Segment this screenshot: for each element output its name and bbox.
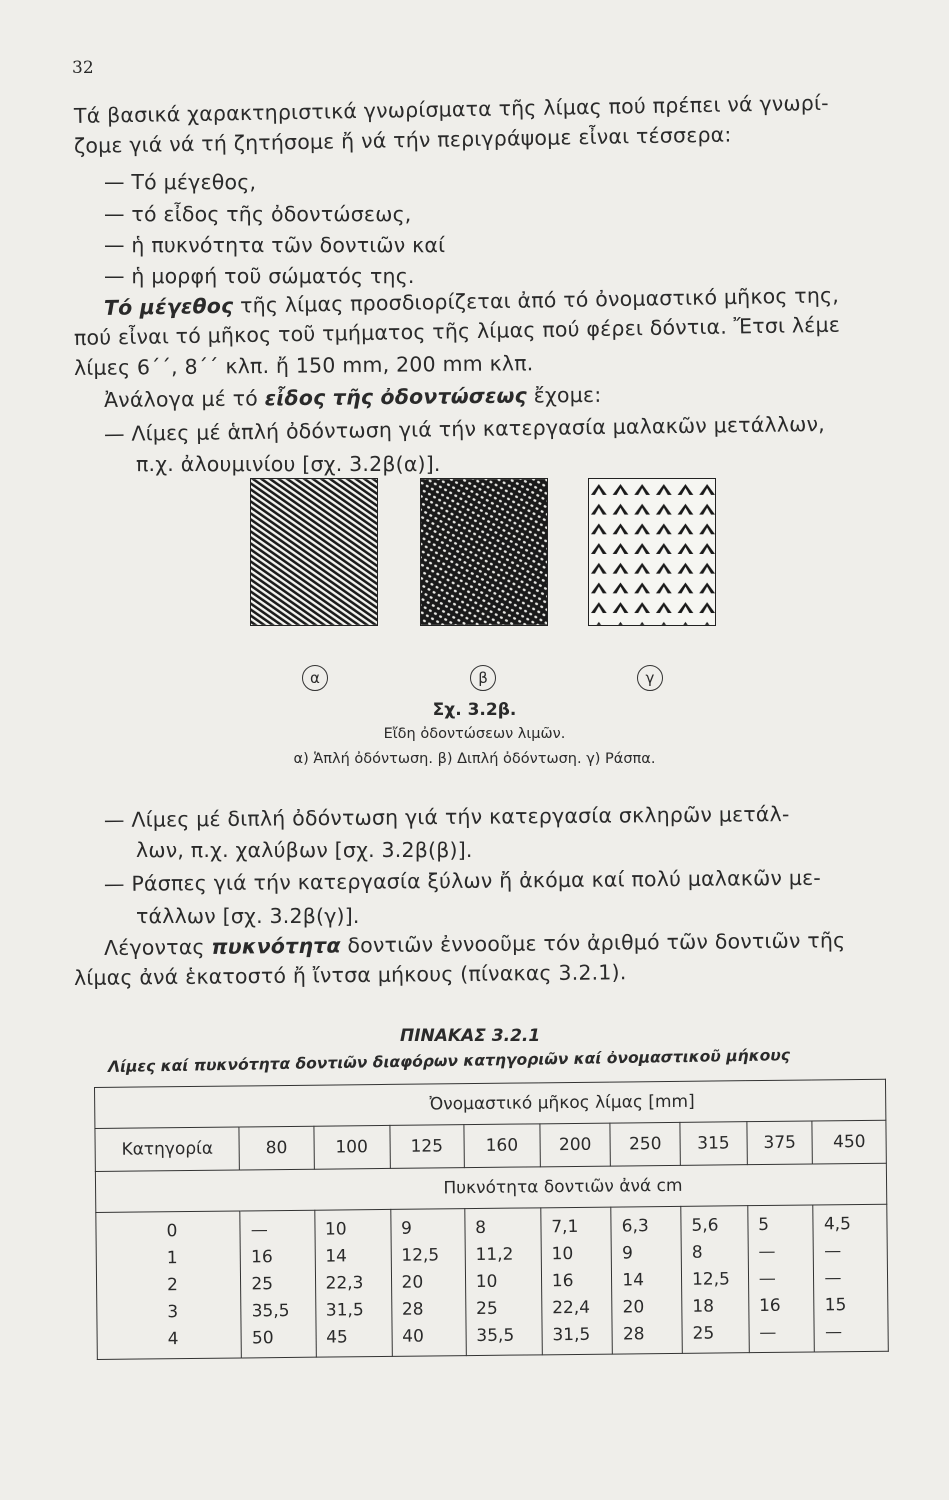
table-cell: 20: [401, 1272, 424, 1293]
table-cell: 50: [251, 1328, 274, 1349]
para2-line3: λίμες 6΄΄, 8΄΄ κλπ. ἤ 150 mm, 200 mm κλπ.: [73, 351, 534, 380]
table-cell: 7,1: [551, 1216, 579, 1238]
table-cell: —: [758, 1268, 776, 1290]
category-column: [96, 1211, 242, 1360]
length-cell: 160: [464, 1124, 541, 1168]
density-column-160: [465, 1208, 543, 1356]
para3-post: ἔχομε:: [526, 382, 602, 408]
table-cell: 31,5: [325, 1300, 364, 1321]
table-cell: 10: [551, 1243, 574, 1265]
para3-item1-line1: — Λίμες μέ ἁπλή ὀδόντωση γιά τήν κατεργασία μαλακῶν μετάλλων,: [103, 411, 826, 446]
table-length-header: Ὀνομαστικό μῆκος λίμας [mm]: [239, 1079, 886, 1127]
table-cell: 16: [251, 1247, 273, 1268]
length-cell: 80: [239, 1126, 314, 1170]
para3-pre: Ἀνάλογα μέ τό: [103, 386, 265, 412]
density-column-80: [240, 1210, 316, 1358]
para4-pre: Λέγοντας: [103, 934, 212, 960]
table-title: ΠΙΝΑΚΑΣ 3.2.1: [400, 1026, 541, 1046]
density-column-125: [390, 1209, 466, 1357]
length-cell: 375: [747, 1121, 813, 1165]
density-column-315: [681, 1206, 749, 1354]
table-cell: 11,2: [475, 1244, 514, 1266]
figure-double-cut: [420, 478, 548, 626]
table-cell: 10: [475, 1271, 498, 1293]
density-column-375: [747, 1205, 814, 1353]
table-cell: 22,3: [325, 1273, 364, 1294]
density-column-450: [813, 1204, 888, 1352]
table-cell: 45: [326, 1327, 348, 1348]
table-corner-2: [95, 1170, 240, 1213]
para3-item1-line2: π.χ. ἀλουμινίου [σχ. 3.2β(α)].: [136, 452, 441, 476]
length-cell: 200: [540, 1123, 611, 1167]
table-cell: 16: [551, 1270, 574, 1292]
table-cell: —: [759, 1322, 777, 1344]
table-cell: 28: [622, 1324, 645, 1345]
category-value: 1: [166, 1248, 178, 1269]
length-cell: 250: [610, 1122, 680, 1166]
para2-lead: Τό μέγεθος: [103, 293, 234, 320]
figure-label-a: α: [302, 665, 328, 691]
para1-line2: ζομε γιά νά τή ζητήσομε ἤ νά τήν περιγράψομε εἶναι τέσσερα:: [73, 122, 732, 158]
para4-line1-rest: δοντιῶν ἐννοοῦμε τόν ἀριθμό τῶν δοντιῶν τῆς: [340, 928, 846, 958]
category-value: 4: [167, 1329, 179, 1350]
item3-line2: τάλλων [σχ. 3.2β(γ)].: [136, 904, 360, 928]
para1-line1: Τά βασικά χαρακτηριστικά γνωρίσματα τῆς λίμας πού πρέπει νά γνωρί-: [73, 90, 829, 128]
table-cell: —: [758, 1241, 776, 1263]
table-cell: 9: [400, 1218, 412, 1239]
table-cell: 25: [475, 1298, 498, 1320]
table-cell: —: [824, 1268, 842, 1289]
table-cell: 14: [622, 1270, 645, 1291]
table-cell: 8: [475, 1217, 487, 1239]
figure-caption-line2: α) Ἁπλή ὀδόντωση. β) Διπλή ὀδόντωση. γ) Ράσπα.: [293, 751, 656, 767]
table-cell: 8: [691, 1242, 703, 1263]
table-cell: 12,5: [691, 1269, 731, 1290]
table-corner: [95, 1086, 240, 1129]
table-cell: 9: [621, 1243, 633, 1264]
length-cell: 450: [812, 1120, 886, 1164]
table-cell: 25: [251, 1274, 274, 1295]
para3-line: [104, 383, 602, 412]
figure-caption-line1: Εἴδη ὀδοντώσεων λιμῶν.: [383, 726, 566, 742]
figure-label-c: γ: [637, 665, 663, 691]
table-cell: —: [250, 1220, 268, 1241]
table-cell: 18: [692, 1296, 715, 1317]
table-cell: 15: [824, 1295, 847, 1316]
para4-line1: [104, 928, 846, 960]
bullet-4: — ἡ μορφή τοῦ σώματός της.: [104, 264, 415, 288]
table-cell: —: [824, 1322, 843, 1343]
density-table: [94, 1079, 889, 1360]
figure-single-cut: [250, 478, 378, 626]
category-value: 3: [167, 1302, 179, 1323]
figure-rasp: [588, 478, 716, 626]
table-cell: 16: [758, 1295, 781, 1317]
table-cell: 20: [622, 1297, 645, 1318]
table-cell: 25: [692, 1323, 715, 1344]
density-column-100: [314, 1209, 392, 1357]
length-cell: 315: [680, 1122, 747, 1166]
table-cell: 35,5: [251, 1300, 290, 1322]
table-cell: 4,5: [823, 1214, 852, 1235]
para3-emph: εἶδος τῆς ὀδοντώσεως: [264, 383, 528, 411]
table-cell: 10: [324, 1219, 347, 1240]
table-cell: 5,6: [691, 1215, 719, 1236]
table-cell: 28: [401, 1299, 424, 1320]
item2-line1: — Λίμες μέ διπλή ὀδόντωση γιά τήν κατεργασία σκληρῶν μετάλ-: [103, 802, 790, 832]
table-cell: 22,4: [552, 1297, 591, 1319]
table-subtitle: Λίμες καί πυκνότητα δοντιῶν διαφόρων κατηγοριῶν καί ὀνομαστικοῦ μήκους: [107, 1046, 791, 1076]
figure-label-b: β: [470, 665, 496, 691]
figure-caption-title: Σχ. 3.2β.: [432, 700, 517, 720]
table-cell: 12,5: [401, 1245, 440, 1266]
bullet-1: — Τό μέγεθος,: [104, 170, 257, 194]
bullet-2: — τό εἶδος τῆς ὀδοντώσεως,: [104, 202, 412, 226]
category-value: 0: [166, 1221, 178, 1242]
item2-line2: λων, π.χ. χαλύβων [σχ. 3.2β(β)].: [136, 838, 473, 862]
page-number: 32: [72, 58, 94, 78]
table-cell: 5: [758, 1214, 770, 1236]
density-column-200: [541, 1207, 613, 1355]
para2-line1-rest: τῆς λίμας προσδιορίζεται ἀπό τό ὀνομαστικό μῆκος της,: [233, 283, 840, 318]
category-value: 2: [166, 1275, 179, 1296]
table-cell: 6,3: [621, 1216, 649, 1237]
table-cell: 35,5: [476, 1325, 515, 1347]
para2-line2: πού εἶναι τό μῆκος τοῦ τμήματος τῆς λίμας πού φέρει δόντια. Ἔτσι λέμε: [73, 312, 841, 350]
table-density-header: Πυκνότητα δοντιῶν ἀνά cm: [240, 1163, 887, 1211]
table-cell: 14: [325, 1246, 348, 1267]
table-cell: 31,5: [552, 1324, 591, 1346]
para4-line2: λίμας ἀνά ἑκατοστό ἤ ἴντσα μήκους (πίνακας 3.2.1).: [73, 960, 627, 990]
para4-emph: πυκνότητα: [211, 933, 341, 959]
table-cell: 40: [402, 1326, 424, 1347]
table-category-label: Κατηγορία: [95, 1127, 240, 1172]
bullet-3: — ἡ πυκνότητα τῶν δοντιῶν καί: [104, 233, 446, 257]
density-column-250: [611, 1206, 682, 1354]
length-cell: 100: [313, 1125, 390, 1169]
length-cell: 125: [389, 1125, 464, 1169]
item3-line1: — Ράσπες γιά τήν κατεργασία ξύλων ἤ ἀκόμα καί πολύ μαλακῶν με-: [103, 865, 822, 896]
table-cell: —: [824, 1241, 842, 1262]
